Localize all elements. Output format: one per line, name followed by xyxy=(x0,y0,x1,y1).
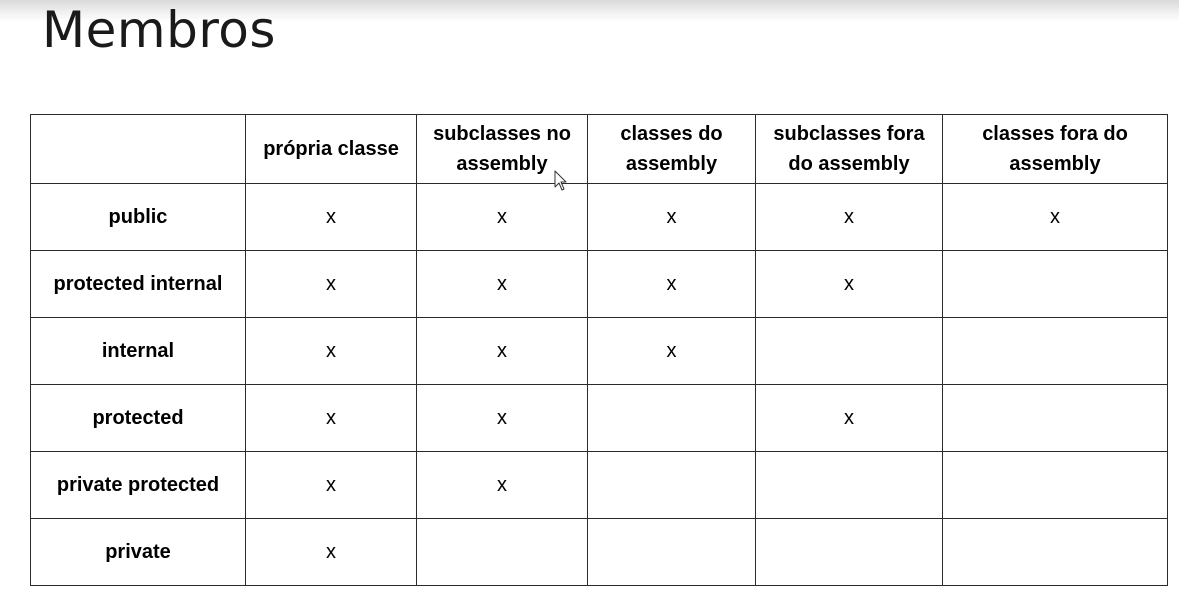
table-cell: x xyxy=(246,318,417,385)
table-row xyxy=(31,251,1168,318)
table-row xyxy=(31,385,1168,452)
table-row xyxy=(31,519,1168,586)
header-classes-fora-do-assembly: classes fora do assembly xyxy=(943,115,1168,184)
table-cell xyxy=(417,519,588,586)
table-cell xyxy=(756,519,943,586)
table-cell: x xyxy=(756,184,943,251)
table-header-row xyxy=(31,115,1168,184)
table-cell: x xyxy=(417,452,588,519)
table-cell xyxy=(943,251,1168,318)
table-cell xyxy=(588,452,756,519)
row-label: private protected xyxy=(31,452,246,519)
table-cell xyxy=(943,318,1168,385)
table-cell xyxy=(943,385,1168,452)
header-corner xyxy=(31,115,246,184)
header-subclasses-fora-do-assembly: subclasses fora do assembly xyxy=(756,115,943,184)
header-classes-do-assembly: classes do assembly xyxy=(588,115,756,184)
table-cell: x xyxy=(417,184,588,251)
table-cell: x xyxy=(417,318,588,385)
table-cell: x xyxy=(246,184,417,251)
table-cell: x xyxy=(756,251,943,318)
table-cell: x xyxy=(246,519,417,586)
table-cell xyxy=(756,452,943,519)
table-cell xyxy=(943,452,1168,519)
table-cell xyxy=(756,318,943,385)
row-label: protected internal xyxy=(31,251,246,318)
table-cell: x xyxy=(417,385,588,452)
access-modifiers-table xyxy=(30,114,1168,586)
slide-title: Membros xyxy=(42,1,276,59)
table-cell: x xyxy=(246,385,417,452)
table-cell: x xyxy=(588,251,756,318)
table-cell: x xyxy=(246,452,417,519)
header-propria-classe: própria classe xyxy=(246,115,417,184)
row-label: internal xyxy=(31,318,246,385)
table-cell xyxy=(588,519,756,586)
table-cell: x xyxy=(943,184,1168,251)
table-row xyxy=(31,318,1168,385)
table-cell: x xyxy=(246,251,417,318)
table-cell xyxy=(943,519,1168,586)
row-label: protected xyxy=(31,385,246,452)
table-row xyxy=(31,452,1168,519)
row-label: public xyxy=(31,184,246,251)
row-label: private xyxy=(31,519,246,586)
table-cell xyxy=(588,385,756,452)
table-cell: x xyxy=(588,318,756,385)
mouse-cursor-icon xyxy=(554,170,568,192)
table-cell: x xyxy=(588,184,756,251)
table-row xyxy=(31,184,1168,251)
table-cell: x xyxy=(417,251,588,318)
header-subclasses-no-assembly: subclasses no assembly xyxy=(417,115,588,184)
table-cell: x xyxy=(756,385,943,452)
